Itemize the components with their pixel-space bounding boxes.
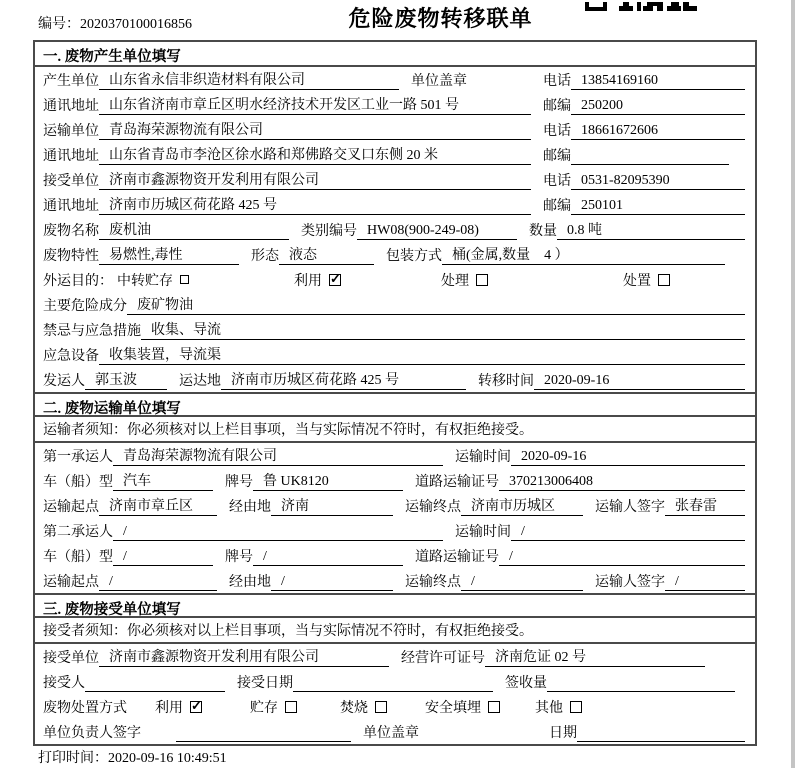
- address-label: 通讯地址: [43, 99, 99, 114]
- plate-value: /: [253, 549, 403, 566]
- carrier-value: /: [113, 524, 443, 541]
- vehicle-type-label: 车（船）型: [43, 475, 113, 490]
- receiver-value: 济南市鑫源物资开发利用有限公司: [99, 169, 531, 190]
- print-time: [38, 747, 227, 767]
- accept-date-label: 接受日期: [237, 676, 293, 691]
- carrier-label: 第二承运人: [43, 525, 113, 540]
- road-license-value: 370213006408: [499, 474, 745, 491]
- route-row-2: [35, 568, 755, 593]
- road-license-label: 道路运输证号: [415, 475, 499, 490]
- option-landfill: 安全填埋: [425, 700, 481, 716]
- option-other: 其他: [535, 700, 563, 716]
- waste-character-row: [35, 242, 755, 267]
- zip-label: 邮编: [543, 149, 571, 164]
- producer-row: [35, 67, 755, 92]
- address-value: 山东省青岛市李沧区徐水路和郑佛路交叉口东侧 20 米: [99, 144, 531, 165]
- serial-value: 2020370100016856: [80, 17, 192, 32]
- section2-header: 二. 废物运输单位填写: [35, 392, 755, 417]
- plate-value: 鲁 UK8120: [253, 470, 403, 491]
- producer-value: 山东省永信非织造材料有限公司: [99, 69, 399, 90]
- waste-name-value: 废机油: [99, 219, 289, 240]
- carrier-value: 青岛海荣源物流有限公司: [113, 445, 443, 466]
- zip-value: 250200: [571, 98, 745, 115]
- carrier-sign-value: 张春雷: [665, 495, 745, 516]
- date-value: [577, 741, 745, 742]
- taboo-value: 收集、导流: [141, 319, 745, 340]
- purpose-label: 外运目的：: [43, 273, 113, 289]
- vehicle-type-label: 车（船）型: [43, 550, 113, 565]
- phone-value: 0531-82095390: [571, 173, 745, 190]
- phone-value: 13854169160: [571, 73, 745, 90]
- transport-time-value: 2020-09-16: [511, 449, 745, 466]
- via-label: 经由地: [229, 575, 271, 590]
- phone-value: 18661672606: [571, 123, 745, 140]
- receiver-label: 接受单位: [43, 174, 99, 189]
- treat-checkbox: [476, 274, 488, 286]
- phone-label: 电话: [543, 74, 571, 89]
- category-label: 类别编号: [301, 224, 357, 239]
- zip-value: [571, 164, 729, 165]
- receiver-row: [35, 167, 755, 192]
- transfer-storage-checkbox: [180, 275, 189, 284]
- permit-label: 经营许可证号: [401, 651, 485, 666]
- via-value: 济南: [271, 495, 393, 516]
- option-transfer-storage: 中转贮存: [117, 273, 173, 289]
- phone-label: 电话: [543, 174, 571, 189]
- endpoint-label: 运输终点: [405, 575, 461, 590]
- producer-label: 产生单位: [43, 74, 99, 89]
- emergency-equipment-row: [35, 342, 755, 367]
- first-carrier-row: [35, 443, 755, 468]
- address-value: 山东省济南市章丘区明水经济技术开发区工业一路 501 号: [99, 94, 531, 115]
- serial-label: 编号：: [38, 17, 80, 32]
- form-label: 形态: [251, 249, 279, 264]
- hazard-value: 废矿物油: [127, 294, 745, 315]
- shipper-value: 郭玉波: [85, 369, 167, 390]
- receiver-address-row: [35, 192, 755, 217]
- waste-name-label: 废物名称: [43, 224, 99, 239]
- category-value: HW08(900-249-08): [357, 223, 517, 240]
- option-incinerate: 焚烧: [340, 700, 368, 716]
- option-treat: 处理: [441, 273, 469, 289]
- receiver-notice: 接受者须知：你必须核对以上栏目事项，当与实际情况不符时，有权拒绝接受。: [35, 618, 755, 644]
- transporter-address-row: [35, 142, 755, 167]
- vehicle-type-value: /: [113, 549, 213, 566]
- endpoint-value: 济南市历城区: [461, 495, 583, 516]
- origin-label: 运输起点: [43, 500, 99, 515]
- print-time-value: 2020-09-16 10:49:51: [108, 751, 227, 766]
- quantity-label: 数量: [529, 224, 557, 239]
- transport-time-label: 运输时间: [455, 525, 511, 540]
- road-license-label: 道路运输证号: [415, 550, 499, 565]
- accept-unit-row: [35, 644, 755, 669]
- disposal-method-row: [35, 694, 755, 719]
- accept-unit-value: 济南市鑫源物资开发利用有限公司: [99, 646, 389, 667]
- transporter-notice: 运输者须知：你必须核对以上栏目事项，当与实际情况不符时，有权拒绝接受。: [35, 417, 755, 443]
- vehicle-row-1: [35, 468, 755, 493]
- manager-sign-value: [176, 741, 351, 742]
- carrier-sign-value: /: [665, 574, 745, 591]
- form-value: 液态: [279, 244, 374, 265]
- accept-date-value: [293, 691, 493, 692]
- utilize-checkbox: [190, 701, 202, 713]
- carrier-sign-label: 运输人签字: [595, 500, 665, 515]
- purpose-row: [35, 267, 755, 292]
- destination-label: 运达地: [179, 374, 221, 389]
- via-value: /: [271, 574, 393, 591]
- hazard-label: 主要危险成分: [43, 299, 127, 314]
- origin-label: 运输起点: [43, 575, 99, 590]
- road-license-value: /: [499, 549, 745, 566]
- packing-value: 桶(金属,数量 4 ）: [442, 244, 725, 265]
- acceptor-row: [35, 669, 755, 694]
- acceptor-label: 接受人: [43, 676, 85, 691]
- carrier-sign-label: 运输人签字: [595, 575, 665, 590]
- plate-label: 牌号: [225, 475, 253, 490]
- endpoint-value: /: [461, 574, 583, 591]
- unit-seal-label: 单位盖章: [411, 74, 467, 89]
- option-utilize: 利用: [294, 273, 322, 289]
- via-label: 经由地: [229, 500, 271, 515]
- transport-time-label: 运输时间: [455, 450, 511, 465]
- incinerate-checkbox: [375, 701, 387, 713]
- section3-header: 三. 废物接受单位填写: [35, 593, 755, 618]
- print-time-label: 打印时间：: [38, 751, 108, 766]
- disposal-label: 废物处置方式: [43, 700, 127, 716]
- destination-value: 济南市历城区荷花路 425 号: [221, 369, 466, 390]
- transporter-label: 运输单位: [43, 124, 99, 139]
- plate-label: 牌号: [225, 550, 253, 565]
- transporter-value: 青岛海荣源物流有限公司: [99, 119, 531, 140]
- date-label: 日期: [549, 726, 577, 741]
- section1-header: 一. 废物产生单位填写: [35, 42, 755, 67]
- transfer-time-value: 2020-09-16: [534, 373, 745, 390]
- manifest-form: [33, 40, 757, 746]
- shipper-label: 发运人: [43, 374, 85, 389]
- zip-value: 250101: [571, 198, 745, 215]
- permit-value: 济南危证 02 号: [485, 646, 705, 667]
- transport-time-value: /: [511, 524, 745, 541]
- store-checkbox: [285, 701, 297, 713]
- page-title: 危险废物转移联单: [348, 6, 533, 31]
- hazard-component-row: [35, 292, 755, 317]
- signed-qty-label: 签收量: [505, 676, 547, 691]
- manager-sign-label: 单位负责人签字: [43, 726, 141, 741]
- endpoint-label: 运输终点: [405, 500, 461, 515]
- character-value: 易燃性,毒性: [99, 244, 239, 265]
- landfill-checkbox: [488, 701, 500, 713]
- address-label: 通讯地址: [43, 199, 99, 214]
- other-checkbox: [570, 701, 582, 713]
- producer-address-row: [35, 92, 755, 117]
- character-label: 废物特性: [43, 249, 99, 264]
- utilize-checkbox: [329, 274, 341, 286]
- option-utilize: 利用: [155, 700, 183, 716]
- transfer-time-label: 转移时间: [478, 374, 534, 389]
- origin-value: /: [99, 574, 217, 591]
- equipment-label: 应急设备: [43, 349, 99, 364]
- option-store: 贮存: [250, 700, 278, 716]
- second-carrier-row: [35, 518, 755, 543]
- accept-unit-label: 接受单位: [43, 651, 99, 666]
- packing-label: 包装方式: [386, 249, 442, 264]
- qr-code-fragment-icon: [585, 0, 697, 16]
- shipper-row: [35, 367, 755, 392]
- vehicle-type-value: 汽车: [113, 470, 213, 491]
- signed-qty-value: [547, 691, 735, 692]
- carrier-label: 第一承运人: [43, 450, 113, 465]
- taboo-measures-row: [35, 317, 755, 342]
- address-value: 济南市历城区荷花路 425 号: [99, 194, 531, 215]
- scrollbar[interactable]: [791, 0, 795, 768]
- waste-name-row: [35, 217, 755, 242]
- acceptor-value: [85, 691, 225, 692]
- zip-label: 邮编: [543, 199, 571, 214]
- equipment-value: 收集装置，导流渠: [99, 344, 745, 365]
- transporter-row: [35, 117, 755, 142]
- origin-value: 济南市章丘区: [99, 495, 217, 516]
- phone-label: 电话: [543, 124, 571, 139]
- route-row-1: [35, 493, 755, 518]
- dispose-checkbox: [658, 274, 670, 286]
- option-dispose: 处置: [623, 273, 651, 289]
- quantity-value: 0.8 吨: [557, 219, 745, 240]
- unit-seal-label: 单位盖章: [363, 726, 419, 741]
- zip-label: 邮编: [543, 99, 571, 114]
- manager-sign-row: [35, 719, 755, 744]
- vehicle-row-2: [35, 543, 755, 568]
- taboo-label: 禁忌与应急措施: [43, 324, 141, 339]
- address-label: 通讯地址: [43, 149, 99, 164]
